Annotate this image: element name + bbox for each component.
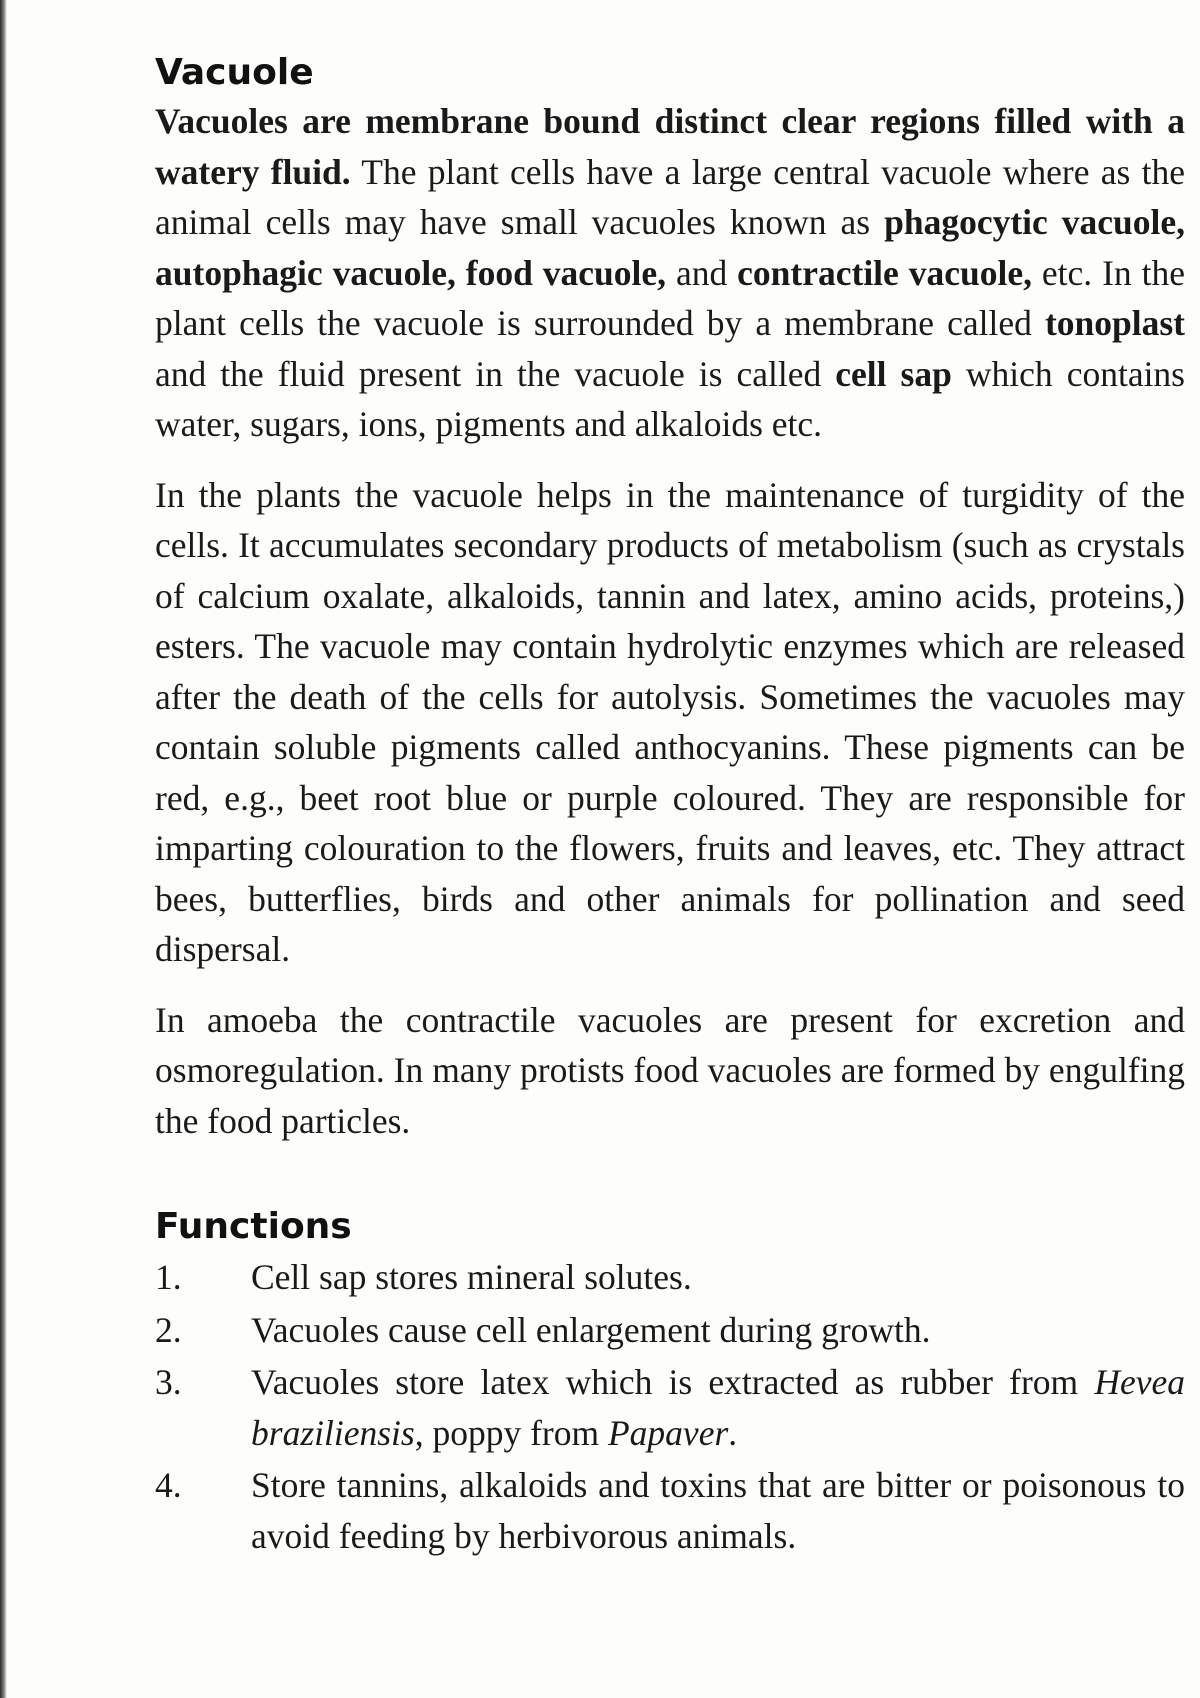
bold-term-cell-sap: cell sap [835,353,952,394]
text-run: , poppy from [414,1412,608,1453]
bold-term: contractile vacuole, [737,252,1032,293]
italic-genus-name: Papaver [608,1412,729,1453]
list-text [251,1357,1185,1458]
list-number: 2. [155,1309,182,1350]
section-heading-vacuole: Vacuole [155,52,314,93]
text-run: etc. In the plant cells the vacuole is surrounded by a membrane called [155,252,1185,343]
text-run: . [728,1412,738,1453]
document-page [155,50,1185,1563]
section-heading-functions: Functions [155,1206,352,1247]
bold-term: phagocytic vacuole, autophagic vacuole, food vacuole, [155,202,1186,293]
list-number: 4. [155,1465,182,1505]
definition-bold-text: Vacuoles are membrane bound distinct clear regions filled with a watery fluid. [155,101,1185,192]
list-item [155,1305,1185,1356]
italic-species-name: Hevea braziliensis [251,1362,1185,1453]
text-run: The plant cells have a large central vacuole where as the animal cells may have small vacuoles known as [155,151,1185,242]
list-number: 3. [155,1362,182,1402]
page-edge-shadow [0,0,7,1698]
text-run: Vacuoles store latex which is extracted as rubber from [251,1362,1095,1402]
text-run: and the fluid present in the vacuole is called [155,353,836,394]
list-number: 1. [155,1257,182,1297]
bold-term-tonoplast: tonoplast [1044,303,1185,343]
list-text: Cell sap stores mineral solutes. [251,1257,692,1297]
list-item [155,1252,1185,1303]
list-item [155,1460,1185,1561]
paragraph-amoeba: In amoeba the contractile vacuoles are present for excretion and osmoregulation. In many protists food vacuoles are formed by engulfing the food particles. [155,999,1185,1141]
paragraph-definition [155,96,1185,450]
text-run: which contains water, sugars, ions, pigments and alkaloids etc. [155,353,1186,444]
text-run: and [666,252,738,293]
list-text: Store tannins, alkaloids and toxins that are bitter or poisonous to avoid feeding by herbivorous animals. [251,1465,1185,1556]
functions-list [155,1252,1185,1561]
paragraph-plant-vacuole-role: In the plants the vacuole helps in the maintenance of turgidity of the cells. It accumulates secondary products of metabolism (such as crystals of calcium oxalate, alkaloids, tannin and latex, amino acids, proteins,) esters. The vacuole may contain hydrolytic enzymes which are released after the death of the cells for autolysis. Sometimes the vacuoles may contain soluble pigments called anthocyanins. These pigments can be red, e.g., beet root blue or purple coloured. They are responsible for imparting colouration to the flowers, fruits and leaves, etc. They attract bees, butterflies, birds and other animals for pollination and seed dispersal. [155,474,1185,969]
list-item [155,1357,1185,1458]
list-text: Vacuoles cause cell enlargement during growth. [251,1309,931,1350]
